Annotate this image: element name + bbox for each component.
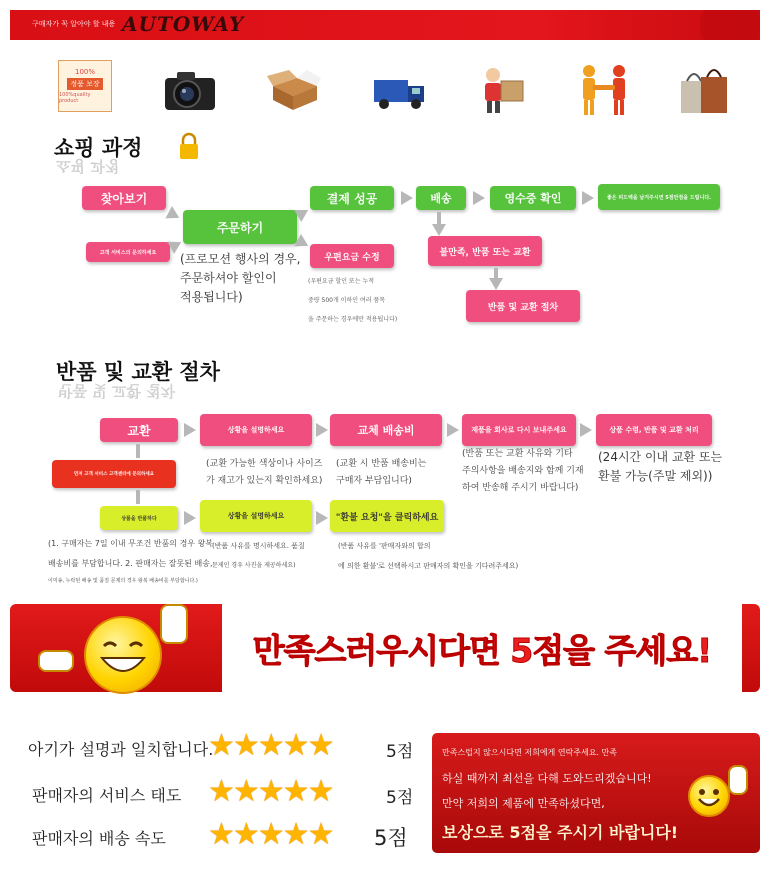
small-thumbs-up-icon bbox=[728, 765, 748, 795]
step-browse: 찾아보기 bbox=[82, 186, 166, 210]
note-received-line1: (24시간 이내 교환 또는 bbox=[598, 450, 723, 464]
step-click-refund: "환불 요청"을 클릭하세요 bbox=[330, 500, 444, 532]
note-fee-line1: (교환 시 반품 배송비는 bbox=[336, 459, 427, 469]
order-note-line1: (프로모션 행사의 경우, bbox=[180, 252, 301, 266]
connector-exchange-contact bbox=[136, 444, 140, 458]
note-received bbox=[598, 448, 722, 486]
note-click-line2: 에 의한 환불'로 선택하시고 판매자의 확인을 기다려주세요) bbox=[338, 562, 519, 570]
smiley-face-icon bbox=[84, 616, 162, 694]
camera-icon bbox=[162, 62, 218, 118]
courier-icon bbox=[474, 62, 530, 118]
thumbs-up-left-icon bbox=[38, 650, 74, 672]
step-feedback: 좋은 피드백을 남겨주시면 5점만점을 드립니다. bbox=[598, 184, 720, 210]
postage-note bbox=[308, 272, 397, 329]
step-explain-situation: 상황을 설명하세요 bbox=[200, 414, 312, 446]
step-contact-service: 고객 서비스의 문의하세요 bbox=[86, 242, 170, 262]
rating-banner-panel bbox=[222, 604, 742, 692]
note-fee-line2: 구매자 부담입니다) bbox=[336, 476, 412, 486]
rating-label-shipping: 판매자의 배송 속도 bbox=[32, 829, 166, 848]
rating-stars-service[interactable]: ★★★★★ bbox=[208, 774, 333, 809]
contact-message-box bbox=[432, 733, 760, 853]
shopping-process-title: 쇼핑 과정 bbox=[54, 136, 143, 160]
order-note-line2: 주문하셔야 할인이 bbox=[180, 271, 277, 285]
note-explain2-line1: (반품 사유를 명시하세요. 품질 bbox=[212, 542, 305, 550]
note-explain-line2: 가 재고가 있는지 확인하세요) bbox=[206, 476, 323, 486]
quality-badge-icon bbox=[58, 60, 112, 112]
rating-score-shipping: 5점 bbox=[374, 826, 408, 850]
arrow-exchange-explain bbox=[184, 423, 196, 437]
lock-icon bbox=[178, 132, 200, 164]
badge-line2: 정품 보장 bbox=[67, 78, 102, 90]
arrow-explain-click bbox=[316, 511, 328, 525]
header-bar bbox=[10, 10, 760, 40]
note-resend-line3: 하여 반송해 주시기 바랍니다) bbox=[462, 483, 579, 493]
note-explain-refund bbox=[212, 536, 305, 576]
contact-line2: 하실 때까지 최선을 다해 도와드리겠습니다! bbox=[442, 772, 652, 785]
header-splash bbox=[700, 10, 760, 40]
arrow-explain-fee bbox=[316, 423, 328, 437]
note-resend-line2: 주의사항을 배송지와 함께 기재 bbox=[462, 466, 584, 476]
step-exchange: 교환 bbox=[100, 418, 178, 442]
contact-line3: 만약 저희의 제품에 만족하셨다면, bbox=[442, 797, 605, 810]
small-smiley-icon bbox=[688, 775, 730, 817]
step-pay: 결제 성공 bbox=[310, 186, 394, 210]
step-explain-refund: 상황을 설명하세요 bbox=[200, 500, 312, 532]
order-note bbox=[180, 250, 300, 307]
returns-process-title: 반품 및 교환 절차 bbox=[56, 360, 220, 384]
postage-note-line2: 중량 500개 이하인 여러 품목 bbox=[308, 297, 386, 304]
badge-line3: 100%quality product bbox=[59, 92, 91, 104]
arrow-unsatisfied-return bbox=[489, 278, 503, 290]
arrow-resend-received bbox=[580, 423, 592, 437]
arrow-receipt-feedback bbox=[582, 191, 594, 205]
note-resend-line1: (반품 또는 교환 사유와 기타 bbox=[462, 449, 573, 459]
rating-banner-text: 만족스러우시다면 5점을 주세요! bbox=[252, 630, 712, 670]
arrow-refund-explain bbox=[184, 511, 196, 525]
arrow-ship-unsatisfied bbox=[432, 224, 446, 236]
thumbs-up-right-icon bbox=[160, 604, 188, 644]
step-return-process: 반품 및 교환 절차 bbox=[466, 290, 580, 322]
step-postage: 우편요금 수정 bbox=[310, 244, 394, 268]
step-receipt: 영수증 확인 bbox=[490, 186, 576, 210]
note-return-policy bbox=[48, 534, 213, 588]
delivery-truck-icon bbox=[372, 64, 428, 120]
arrow-fee-resend bbox=[447, 423, 459, 437]
note-explain-line1: (교환 가능한 색상이나 사이즈 bbox=[206, 459, 323, 469]
step-resend-product: 제품을 회사로 다시 보내주세요 bbox=[462, 414, 576, 446]
returns-title-reflection: 반품 및 교환 절차 bbox=[58, 382, 176, 400]
connector-contact-refund bbox=[136, 490, 140, 504]
step-ship: 배송 bbox=[416, 186, 466, 210]
note-explain-situation bbox=[206, 456, 322, 490]
step-unsatisfied: 불만족, 반품 또는 교환 bbox=[428, 236, 542, 266]
step-contact-customer-center: 먼저 고객 서비스 고객센터에 문의하세요 bbox=[52, 460, 176, 488]
rating-label-description: 아기가 설명과 일치합니다. bbox=[28, 740, 214, 759]
note-received-line2: 환불 가능(주말 제외)) bbox=[598, 469, 713, 483]
step-order: 주문하기 bbox=[183, 210, 297, 244]
note-policy-line2: 배송비를 부담합니다. 2. 판매자는 잘못된 배송, bbox=[48, 559, 213, 568]
rating-stars-shipping[interactable]: ★★★★★ bbox=[208, 817, 333, 852]
rating-label-service: 판매자의 서비스 태도 bbox=[32, 786, 182, 805]
note-resend bbox=[462, 446, 584, 497]
rating-stars-description[interactable]: ★★★★★ bbox=[208, 728, 333, 763]
rating-score-description: 5점 bbox=[386, 742, 414, 762]
contact-line1: 만족스럽지 않으시다면 저희에게 연락주세요. 만족 bbox=[442, 748, 618, 757]
shopping-bag-icon bbox=[676, 62, 732, 118]
postage-note-line1: (우편요금 할인 또는 누적 bbox=[308, 278, 375, 285]
note-shipping-fee bbox=[336, 456, 426, 490]
step-exchange-shipping-fee: 교체 배송비 bbox=[330, 414, 442, 446]
note-click-refund bbox=[338, 536, 518, 576]
step-received-processing: 상품 수령, 반품 및 교환 처리 bbox=[596, 414, 712, 446]
arrow-pay-ship bbox=[401, 191, 413, 205]
postage-note-line3: 을 주문하는 경우에만 적용됩니다) bbox=[308, 316, 398, 323]
open-box-icon bbox=[266, 62, 322, 118]
note-explain2-line2: 문제인 경우 사진을 제공하세요) bbox=[212, 562, 296, 569]
note-policy-line1: (1. 구매자는 7일 이내 무조건 반품의 경우 왕복 bbox=[48, 539, 214, 548]
arrow-browse-order bbox=[165, 206, 182, 224]
shopping-title-reflection: 쇼핑 과정 bbox=[56, 157, 120, 175]
header-small-text: 구매자가 꼭 알아야 할 내용 bbox=[32, 20, 116, 28]
handshake-icon bbox=[576, 62, 632, 118]
rating-score-service: 5점 bbox=[386, 788, 414, 808]
arrow-ship-receipt bbox=[473, 191, 485, 205]
step-refund: 상품을 반품하다 bbox=[100, 506, 178, 530]
brand-logo: AUTOWAY bbox=[122, 12, 245, 36]
note-click-line1: (반품 사유를 '판매자와의 합의 bbox=[338, 542, 431, 550]
badge-line1: 100% bbox=[74, 68, 95, 76]
contact-line4: 보상으로 5점을 주시기 바랍니다! bbox=[442, 823, 679, 842]
order-note-line3: 적용됩니다) bbox=[180, 290, 243, 304]
note-policy-line3: 이미송, 누락된 배송 및 품질 문제의 경우 왕복 배송비를 부담합니다.) bbox=[48, 578, 198, 584]
